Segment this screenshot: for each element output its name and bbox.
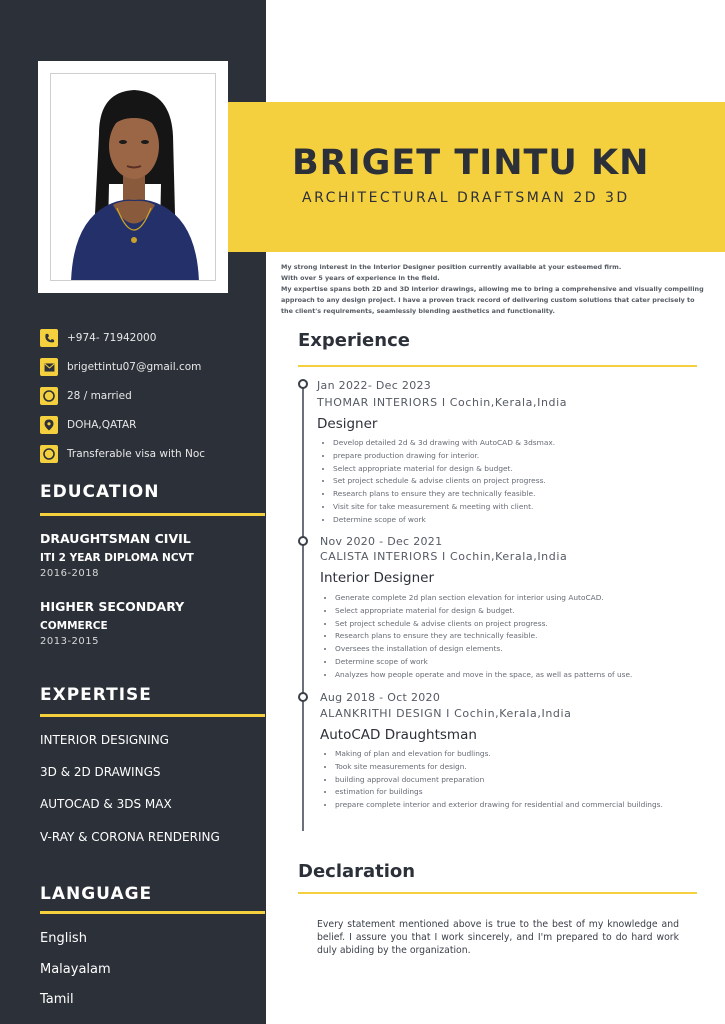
language-heading: LANGUAGE (40, 884, 153, 904)
declaration-text: Every statement mentioned above is true to the best of my knowledge and belief. I assure you that I work sincerely, and I'm prepared to do hard work duly abiding by the organization. (317, 919, 679, 956)
duty-item: • Took site measurements for design. (335, 761, 695, 774)
email-address: brigettintu07@gmail.com (67, 361, 202, 373)
duty-item: • building approval document preparation (335, 774, 695, 787)
education-title: DRAUGHTSMAN CIVIL (40, 531, 191, 546)
profile-photo-frame (38, 61, 228, 293)
job-duties (325, 748, 695, 812)
expertise-item: AUTOCAD & 3DS MAX (40, 797, 172, 811)
duty-item: • estimation for buildings (335, 786, 695, 799)
contact-phone (40, 328, 260, 348)
language-item: Malayalam (40, 962, 111, 977)
duty-item: • Set project schedule & advise clients on project progress. (335, 618, 695, 631)
location-text: DOHA,QATAR (67, 419, 137, 431)
summary-line: My strong interest in the Interior Designer position currently available at your esteemed firm. (281, 263, 622, 271)
expertise-item: 3D & 2D DRAWINGS (40, 765, 161, 779)
education-sub: ITI 2 YEAR DIPLOMA NCVT (40, 552, 194, 564)
summary-line: My expertise spans both 2D and 3D interior drawings, allowing me to bring a comprehensive and visually compelling approach to any design project. I have a proven track record of delivering custom solutions that cater precisely to the client's requirements, seamlessly blending aesthetics and functionality. (281, 285, 704, 315)
phone-number: +974- 71942000 (67, 332, 157, 344)
duty-item: • prepare complete interior and exterior drawing for residential and commercial buildings. (335, 799, 695, 812)
duty-item: • Determine scope of work (333, 514, 693, 527)
profile-photo (50, 73, 216, 281)
timeline-dot (298, 536, 308, 546)
expertise-rule (40, 714, 265, 717)
contact-age (40, 386, 260, 406)
duty-item: • Making of plan and elevation for budlings. (335, 748, 695, 761)
circle-icon (40, 445, 58, 463)
declaration-rule (298, 892, 697, 894)
language-item: Tamil (40, 992, 74, 1007)
job-date: Aug 2018 - Oct 2020 (320, 691, 441, 704)
age-status: 28 / married (67, 390, 132, 402)
job-duties (323, 437, 693, 527)
duty-item: • Research plans to ensure they are technically feasible. (333, 488, 693, 501)
job-date: Jan 2022- Dec 2023 (317, 379, 432, 392)
job-company: THOMAR INTERIORS I Cochin,Kerala,India (317, 396, 568, 409)
language-item: English (40, 931, 87, 946)
duty-item: • Research plans to ensure they are technically feasible. (335, 630, 695, 643)
duty-item: • Generate complete 2d plan section elevation for interior using AutoCAD. (335, 592, 695, 605)
summary (281, 262, 706, 317)
duty-item: • Visit site for take measurement & meeting with client. (333, 501, 693, 514)
duty-item: • Analyzes how people operate and move in the space, as well as patterns of use. (335, 669, 695, 682)
candidate-name: BRIGET TINTU KN (292, 143, 650, 183)
job-company: CALISTA INTERIORS I Cochin,Kerala,India (320, 550, 568, 563)
contact-location (40, 415, 260, 435)
job-date: Nov 2020 - Dec 2021 (320, 535, 443, 548)
timeline-line (302, 384, 304, 831)
duty-item: • Develop detailed 2d & 3d drawing with AutoCAD & 3dsmax. (333, 437, 693, 450)
duty-item: • Select appropriate material for design & budget. (333, 463, 693, 476)
education-rule (40, 513, 265, 516)
phone-icon (40, 329, 58, 347)
timeline-dot (298, 692, 308, 702)
contact-email (40, 357, 260, 377)
language-rule (40, 911, 265, 914)
location-pin-icon (40, 416, 58, 434)
duty-item: • Oversees the installation of design elements. (335, 643, 695, 656)
education-heading: EDUCATION (40, 482, 160, 502)
expertise-heading: EXPERTISE (40, 685, 152, 705)
expertise-item: V-RAY & CORONA RENDERING (40, 830, 220, 844)
circle-icon (40, 387, 58, 405)
contact-visa (40, 444, 260, 464)
job-title: AutoCAD Draughtsman (320, 727, 477, 743)
education-years: 2013-2015 (40, 636, 100, 647)
candidate-role: ARCHITECTURAL DRAFTSMAN 2D 3D (302, 190, 630, 206)
timeline-dot (298, 379, 308, 389)
job-duties (325, 592, 695, 682)
duty-item: • prepare production drawing for interior. (333, 450, 693, 463)
declaration-heading: Declaration (298, 861, 416, 882)
education-years: 2016-2018 (40, 568, 100, 579)
expertise-item: INTERIOR DESIGNING (40, 733, 169, 747)
experience-rule (298, 365, 697, 367)
portrait-illustration (51, 74, 216, 281)
job-company: ALANKRITHI DESIGN I Cochin,Kerala,India (320, 707, 572, 720)
sidebar (0, 0, 266, 1024)
duty-item: • Set project schedule & advise clients on project progress. (333, 475, 693, 488)
experience-heading: Experience (298, 330, 410, 351)
education-title: HIGHER SECONDARY (40, 599, 185, 614)
contact-list (40, 328, 260, 473)
duty-item: • Determine scope of work (335, 656, 695, 669)
job-title: Interior Designer (320, 570, 435, 586)
summary-line: With over 5 years of experience in the field. (281, 274, 440, 282)
email-icon (40, 358, 58, 376)
education-sub: COMMERCE (40, 620, 108, 632)
visa-text: Transferable visa with Noc (67, 448, 206, 460)
duty-item: • Select appropriate material for design & budget. (335, 605, 695, 618)
job-title: Designer (317, 416, 378, 432)
